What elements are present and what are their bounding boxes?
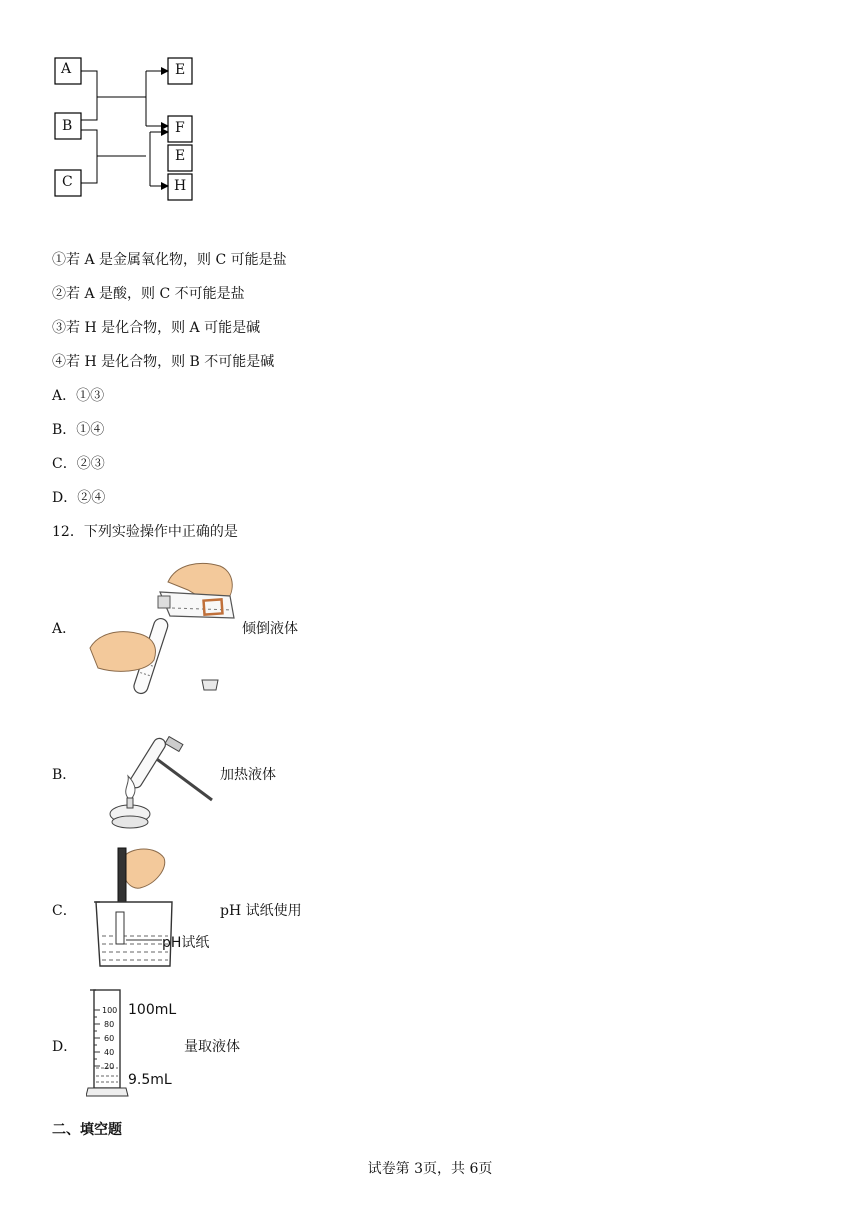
pouring-liquid-illustration <box>88 556 238 704</box>
q12-option-b-letter[interactable]: B． <box>52 767 77 783</box>
q11-option-text: ①③ <box>76 388 105 404</box>
box-a-label: A <box>61 61 72 77</box>
q11-option-letter: C． <box>52 456 77 472</box>
statement-2: ②若 A 是酸，则 C 不可能是盐 <box>52 286 245 302</box>
scale-tick-60: 60 <box>104 1034 115 1043</box>
ph-paper-illustration <box>92 844 216 972</box>
box-e1-label: E <box>175 62 186 78</box>
q12-option-a-caption: 倾倒液体 <box>242 621 298 637</box>
graduated-cylinder-illustration <box>86 986 130 1100</box>
page-footer: 试卷第 3页，共 6页 <box>367 1161 493 1177</box>
q11-option-letter: B． <box>52 422 77 438</box>
box-e2-label: E <box>175 148 186 164</box>
q12-option-a-letter[interactable]: A． <box>52 621 77 637</box>
box-f-label: F <box>175 120 185 136</box>
scale-tick-100: 100 <box>102 1006 118 1015</box>
q12-stem: 12．下列实验操作中正确的是 <box>52 524 238 540</box>
cylinder-reading-label: 9.5mL <box>128 1072 172 1088</box>
q12-option-d-caption: 量取液体 <box>184 1039 240 1055</box>
q11-option-text: ②④ <box>77 490 106 506</box>
q11-option-b[interactable] <box>52 420 104 440</box>
section-title: 二、填空题 <box>52 1122 122 1138</box>
q11-option-text: ②③ <box>76 456 105 472</box>
scale-tick-20: 20 <box>104 1062 115 1071</box>
q11-option-c[interactable] <box>52 454 105 474</box>
q11-option-letter: D． <box>52 490 78 506</box>
box-h-label: H <box>174 178 187 194</box>
q12-option-b-caption: 加热液体 <box>220 767 276 783</box>
box-c-label: C <box>62 174 73 190</box>
scale-tick-40: 40 <box>104 1048 115 1057</box>
q11-option-a[interactable] <box>52 386 104 406</box>
q12-option-d-letter[interactable]: D． <box>52 1039 78 1055</box>
q11-option-letter: A． <box>52 388 77 404</box>
q11-option-d[interactable] <box>52 488 105 508</box>
heating-liquid-illustration <box>108 736 218 836</box>
q11-option-text: ①④ <box>76 422 105 438</box>
box-b-label: B <box>62 118 73 134</box>
statement-4: ④若 H 是化合物，则 B 不可能是碱 <box>52 354 275 370</box>
q12-option-c-caption: pH 试纸使用 <box>220 903 302 919</box>
cylinder-capacity-label: 100mL <box>128 1002 177 1018</box>
ph-paper-label: pH试纸 <box>162 935 210 951</box>
scale-tick-80: 80 <box>104 1020 115 1029</box>
statement-1: ①若 A 是金属氧化物，则 C 可能是盐 <box>52 252 287 268</box>
q12-option-c-letter[interactable]: C． <box>52 903 77 919</box>
statement-3: ③若 H 是化合物，则 A 可能是碱 <box>52 320 261 336</box>
